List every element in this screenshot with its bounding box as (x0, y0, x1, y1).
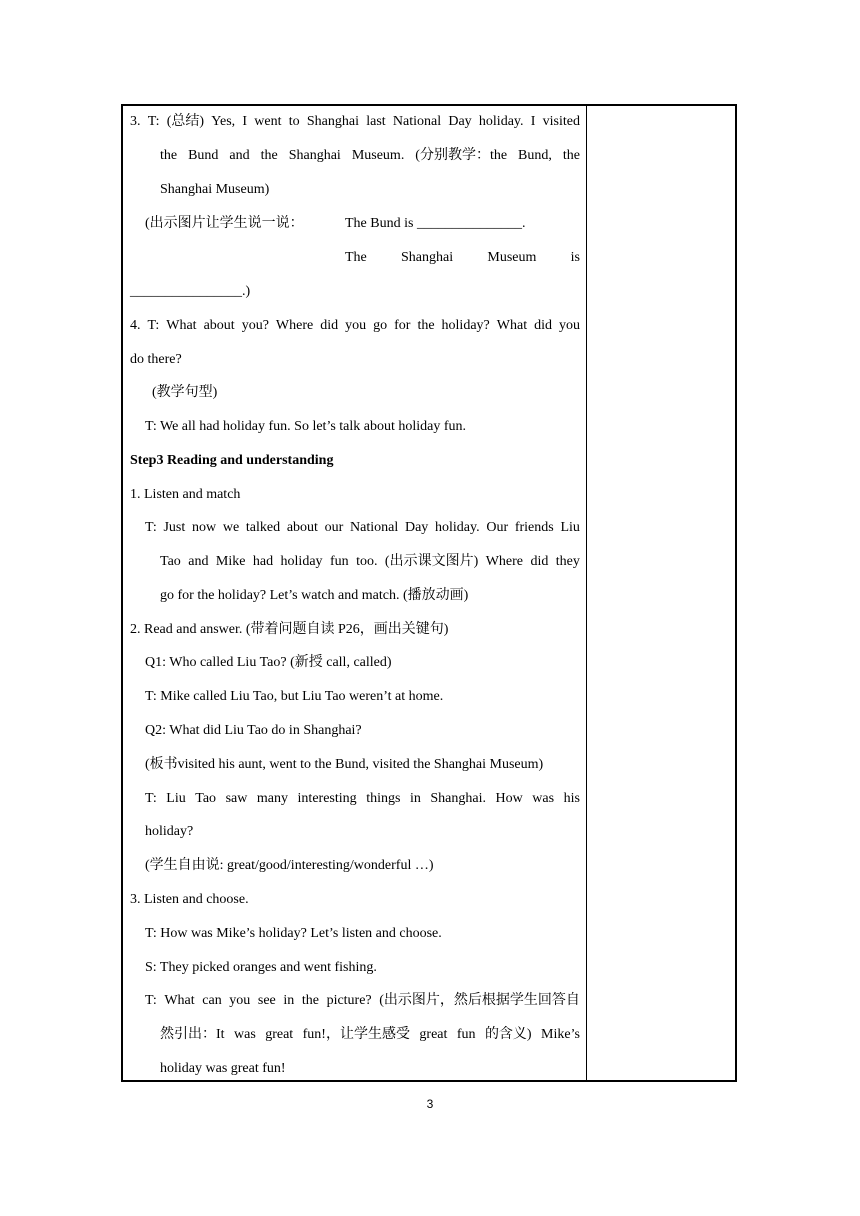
word: T: (145, 993, 157, 1008)
text-line: S: They picked oranges and went fishing. (145, 960, 377, 975)
word: What (496, 318, 528, 333)
word: Liu (166, 791, 186, 806)
word: Museum (487, 250, 537, 265)
word: 然引出：It (160, 1027, 225, 1042)
text-line: 3. Listen and choose. (130, 892, 249, 907)
word: Bund, (518, 148, 552, 163)
word: and (229, 148, 250, 163)
word: our (324, 520, 344, 535)
text-line (130, 318, 580, 334)
word: see (257, 993, 276, 1008)
word: Liu (560, 520, 580, 535)
word: had (252, 554, 274, 569)
word: Where (485, 554, 523, 569)
text-line: go for the holiday? Let’s watch and match. (播放动画) (160, 588, 469, 603)
text-line: T: Mike called Liu Tao, but Liu Tao weren’t at home. (145, 689, 444, 704)
text-line: (板书visited his aunt, went to the Bund, visited the Shanghai Museum) (145, 757, 544, 772)
text-line: do there? (130, 352, 182, 367)
word: (总结) (166, 114, 205, 129)
word: and (188, 554, 209, 569)
word: things (366, 791, 401, 806)
text-line (145, 791, 580, 807)
text-line (160, 148, 580, 164)
text-line: (学生自由说: great/good/interesting/wonderful …) (145, 858, 434, 873)
word: T: (145, 520, 157, 535)
word: What (164, 993, 195, 1008)
word: went (254, 114, 282, 129)
word: (出示图片，然后根据学生回答自 (379, 993, 580, 1008)
text-line: Shanghai Museum) (160, 182, 270, 197)
text-line: T: How was Mike’s holiday? Let’s listen and choose. (145, 926, 442, 941)
word: picture? (326, 993, 372, 1008)
word: Shanghai (306, 114, 359, 129)
word: many (256, 791, 289, 806)
word: you (558, 318, 580, 333)
word: great (419, 1027, 448, 1042)
spread-text (345, 250, 580, 266)
word: Mike’s (541, 1027, 580, 1042)
word: T: (147, 318, 160, 333)
text-line: holiday? (145, 824, 194, 839)
word: I (242, 114, 248, 129)
word: too. (356, 554, 378, 569)
word: Tao (195, 791, 217, 806)
word: did (530, 554, 549, 569)
text-line-justified (345, 250, 580, 266)
word: Mike (215, 554, 246, 569)
word: holiday. (435, 520, 480, 535)
word: the (417, 318, 435, 333)
word: his (563, 791, 580, 806)
word: can (202, 993, 222, 1008)
word: the (562, 148, 580, 163)
word: fun (329, 554, 349, 569)
word: National (350, 520, 399, 535)
word: Our (486, 520, 509, 535)
word: Just (163, 520, 186, 535)
word: Yes, (211, 114, 236, 129)
text-line (160, 1027, 580, 1043)
word: was (532, 791, 555, 806)
word: Shanghai (288, 148, 341, 163)
word: T: (145, 791, 157, 806)
table-column-divider (586, 104, 587, 1082)
word: the (301, 993, 319, 1008)
word: now (191, 520, 217, 535)
word: last (366, 114, 386, 129)
word: The (345, 250, 367, 265)
text-line: 1. Listen and match (130, 487, 241, 502)
text-line: ________________.) (130, 284, 251, 299)
text-line: (教学句型) (152, 385, 218, 400)
text-line: Q1: Who called Liu Tao? (新授 call, called) (145, 655, 392, 670)
word: Museum. (351, 148, 405, 163)
text-line: holiday was great fun! (160, 1061, 286, 1076)
word: they (555, 554, 580, 569)
word: you (345, 318, 367, 333)
text-line: The Bund is _______________. (345, 216, 526, 231)
word: go (373, 318, 388, 333)
word: in (283, 993, 295, 1008)
word: Day (404, 520, 429, 535)
word: great (265, 1027, 294, 1042)
word: Tao (160, 554, 181, 569)
word: to (288, 114, 300, 129)
text-line: T: We all had holiday fun. So let’s talk about holiday fun. (145, 419, 467, 434)
word: for (394, 318, 411, 333)
word: the (260, 148, 278, 163)
word: did (320, 318, 339, 333)
word: was (234, 1027, 256, 1042)
text-line (145, 520, 580, 536)
word: Where (275, 318, 314, 333)
word: I (530, 114, 536, 129)
text-line (160, 554, 580, 570)
word: fun!，让学生感受 (302, 1027, 410, 1042)
word: (分别教学：the (415, 148, 508, 163)
word: 的含义) (484, 1027, 532, 1042)
word: interesting (297, 791, 357, 806)
text-line: Q2: What did Liu Tao do in Shanghai? (145, 723, 362, 738)
text-line: (出示图片让学生说一说： (145, 216, 304, 231)
word: Day (448, 114, 472, 129)
word: 3. (130, 114, 141, 129)
page-number: 3 (426, 1097, 434, 1111)
word: about (203, 318, 235, 333)
word: did (534, 318, 552, 333)
word: in (409, 791, 421, 806)
word: is (570, 250, 580, 265)
word: National (392, 114, 442, 129)
word: (出示课文图片) (384, 554, 479, 569)
section-heading: Step3 Reading and understanding (130, 453, 334, 468)
word: you (229, 993, 251, 1008)
word: 4. (130, 318, 141, 333)
word: visited (542, 114, 580, 129)
word: Bund (188, 148, 219, 163)
word: fun (456, 1027, 476, 1042)
text-line: 2. Read and answer. (带着问题自读 P26，画出关键句) (130, 622, 449, 637)
word: How (495, 791, 523, 806)
word: the (160, 148, 178, 163)
word: about (286, 520, 318, 535)
word: What (166, 318, 197, 333)
word: T: (147, 114, 160, 129)
word: talked (245, 520, 281, 535)
word: holiday? (441, 318, 490, 333)
word: holiday (280, 554, 323, 569)
word: saw (225, 791, 248, 806)
word: you? (241, 318, 269, 333)
word: Shanghai. (430, 791, 486, 806)
word: Shanghai (401, 250, 454, 265)
text-line (145, 993, 580, 1009)
word: holiday. (478, 114, 524, 129)
word: friends (514, 520, 554, 535)
word: we (222, 520, 240, 535)
text-line (130, 114, 580, 130)
